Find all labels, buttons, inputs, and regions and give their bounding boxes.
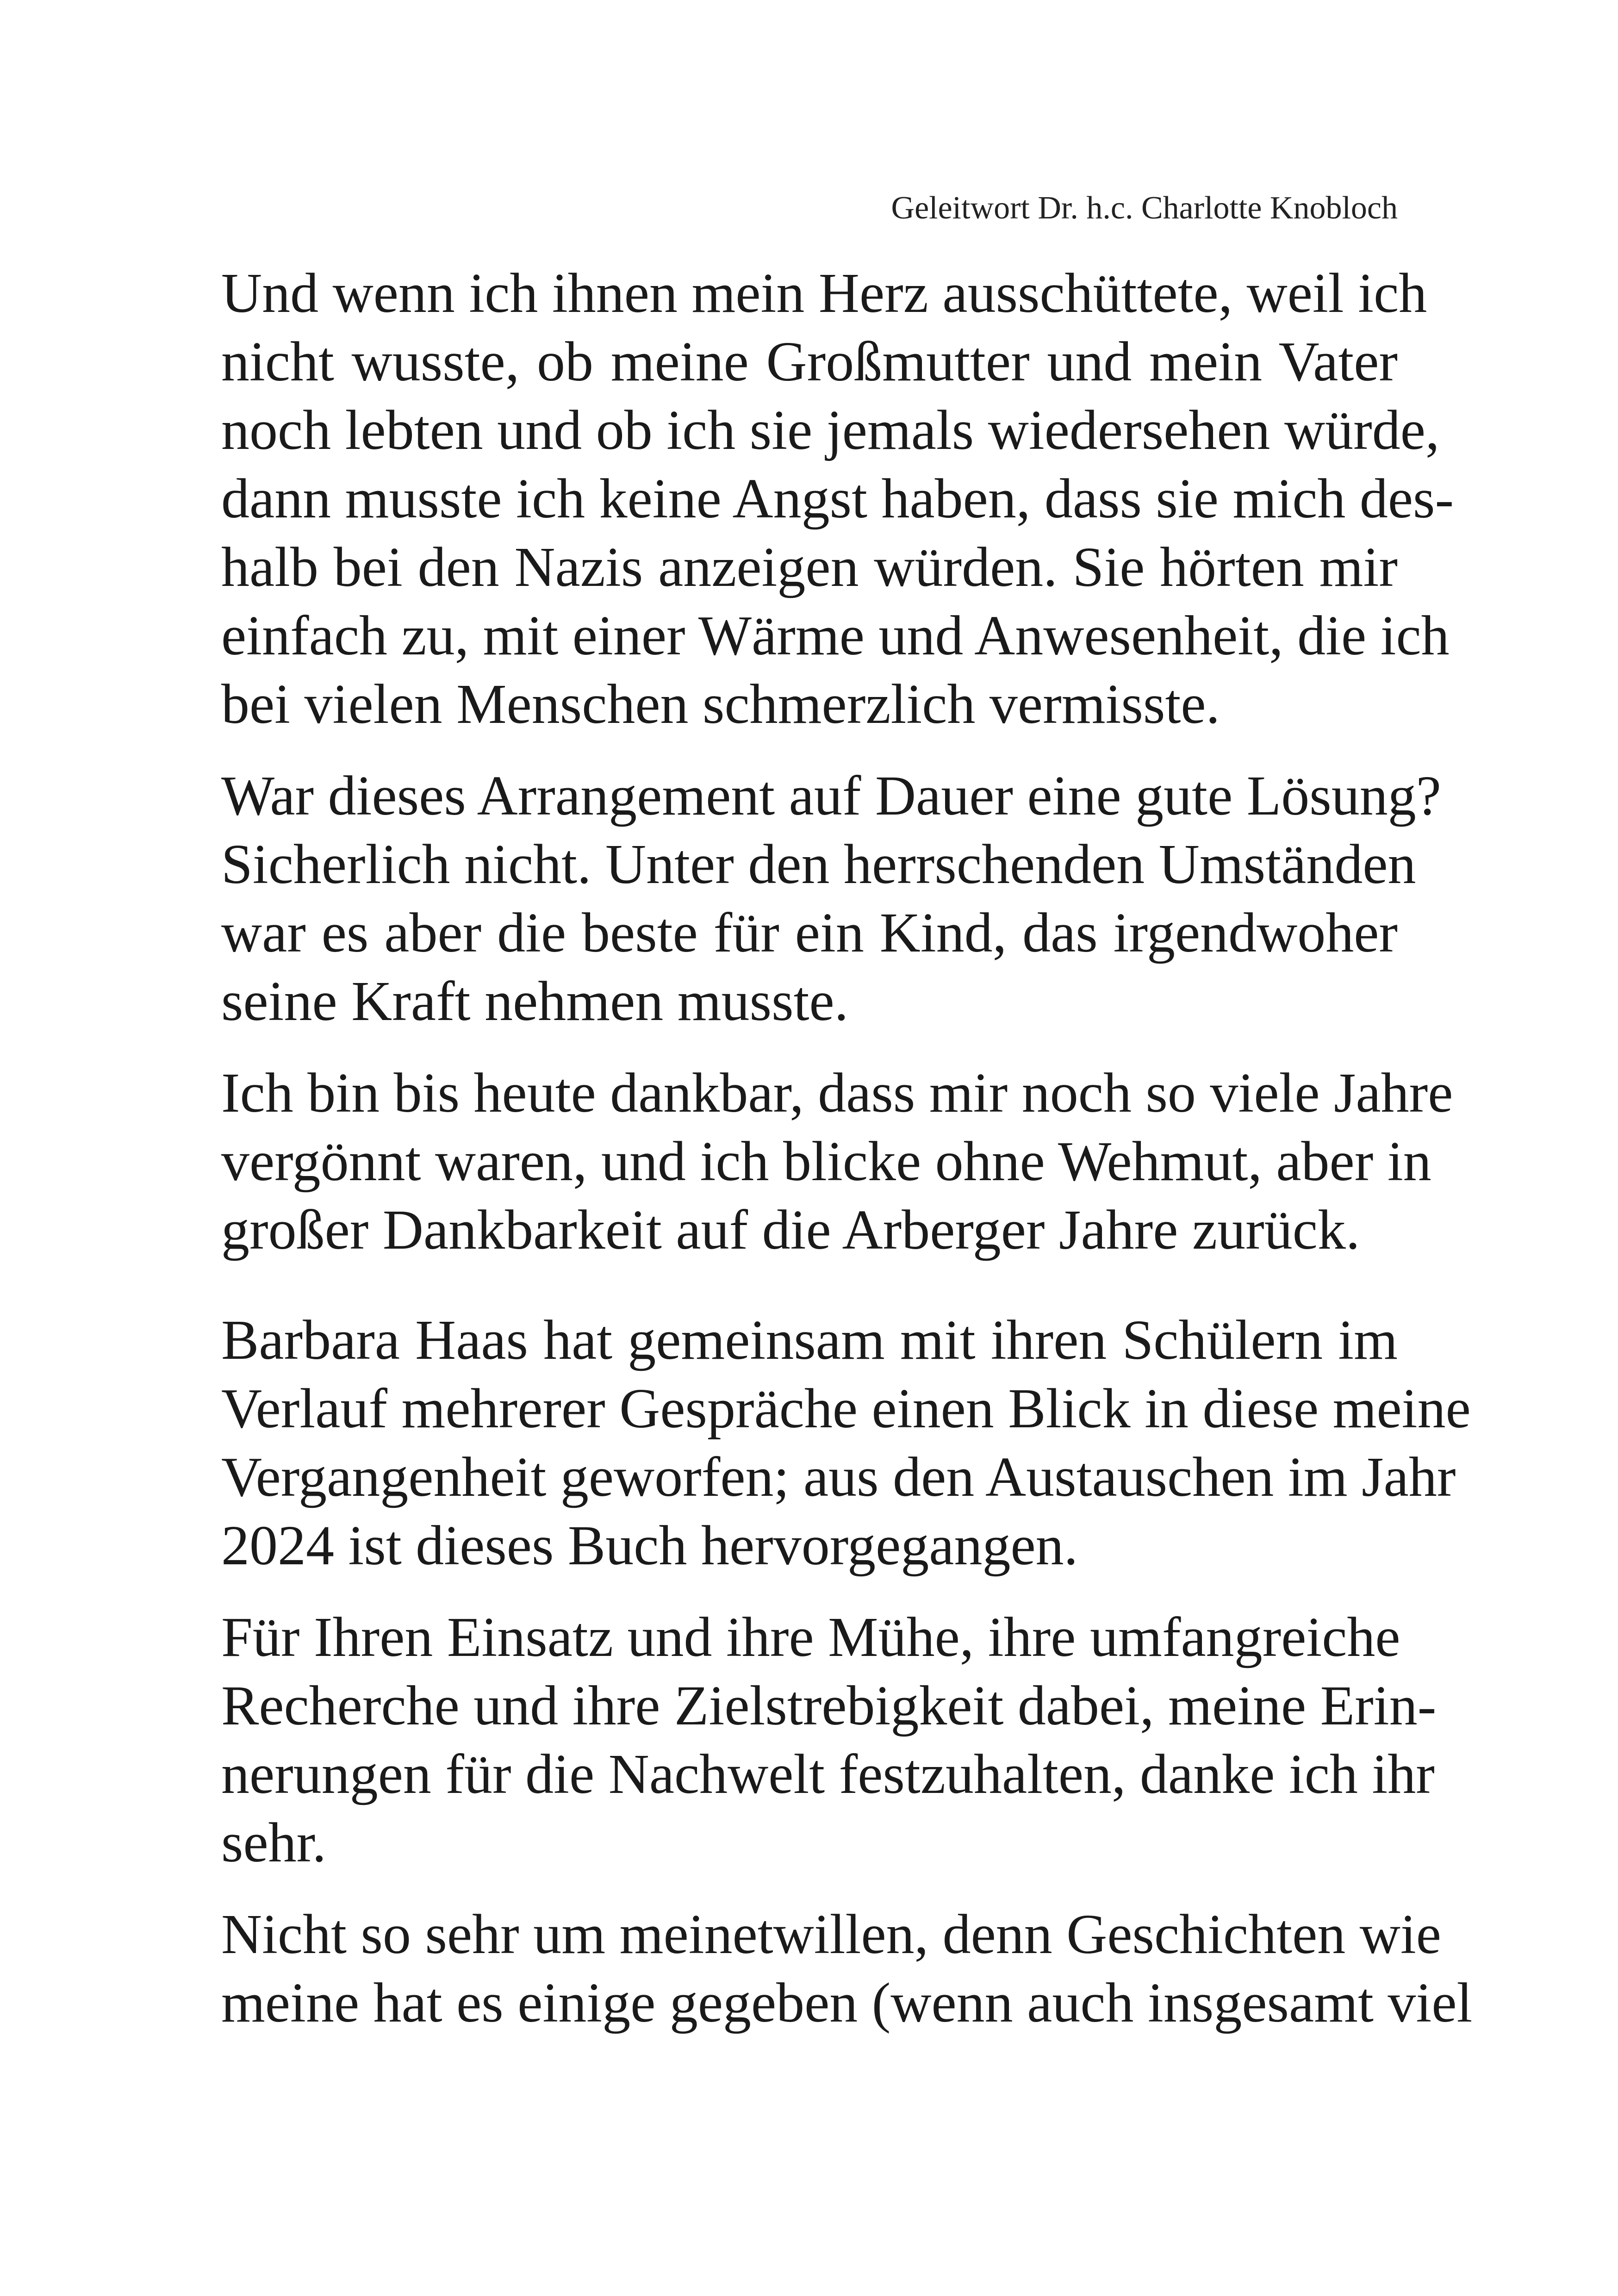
paragraph-6 [221,1900,1473,2037]
body-text [221,259,1473,2037]
text-line: Barbara Haas hat gemeinsam mit ihren Schülern im [221,1309,1398,1371]
text-line: Verlauf mehrerer Gespräche einen Blick in diese meine [221,1377,1471,1440]
paragraph-2 [221,762,1441,1036]
text-line: war es aber die beste für ein Kind, das irgendwoher [221,902,1398,964]
text-line: halb bei den Nazis anzeigen würden. Sie hörten mir [221,536,1398,598]
text-line: meine hat es einige gegeben (wenn auch insgesamt viel [221,1972,1473,2034]
text-line: nerungen für die Nachwelt festzuhalten, danke ich ihr [221,1743,1435,1805]
paragraph-1 [221,259,1454,739]
text-line: Ich bin bis heute dankbar, dass mir noch so viele Jahre [221,1062,1453,1124]
paragraph-4 [221,1306,1471,1580]
paragraph-5 [221,1603,1437,1877]
text-line: Und wenn ich ihnen mein Herz ausschüttete, weil ich [221,262,1427,324]
text-line: großer Dankbarkeit auf die Arberger Jahre zurück. [221,1199,1360,1261]
text-line: 2024 ist dieses Buch hervorgegangen. [221,1514,1078,1577]
text-line: Für Ihren Einsatz und ihre Mühe, ihre umfangreiche [221,1606,1400,1668]
text-line: nicht wusste, ob meine Großmutter und mein Vater [221,330,1398,393]
text-line: Nicht so sehr um meinetwillen, denn Geschichten wie [221,1903,1441,1966]
text-line: Recherche und ihre Zielstrebigkeit dabei, meine Erin- [221,1674,1437,1737]
text-line: Vergangenheit geworfen; aus den Austauschen im Jahr [221,1446,1456,1508]
text-line: vergönnt waren, und ich blicke ohne Wehmut, aber in [221,1130,1431,1193]
paragraph-3 [221,1059,1453,1264]
text-line: Sicherlich nicht. Unter den herrschenden Umständen [221,833,1416,896]
text-line: sehr. [221,1811,327,1874]
text-line: bei vielen Menschen schmerzlich vermisste. [221,673,1220,735]
running-head: Geleitwort Dr. h.c. Charlotte Knobloch [891,190,1398,226]
text-line: War dieses Arrangement auf Dauer eine gute Lösung? [221,765,1441,827]
text-line: noch lebten und ob ich sie jemals wiedersehen würde, [221,399,1440,461]
text-line: seine Kraft nehmen musste. [221,970,849,1033]
text-line: einfach zu, mit einer Wärme und Anwesenheit, die ich [221,604,1450,667]
text-line: dann musste ich keine Angst haben, dass sie mich des- [221,467,1454,530]
